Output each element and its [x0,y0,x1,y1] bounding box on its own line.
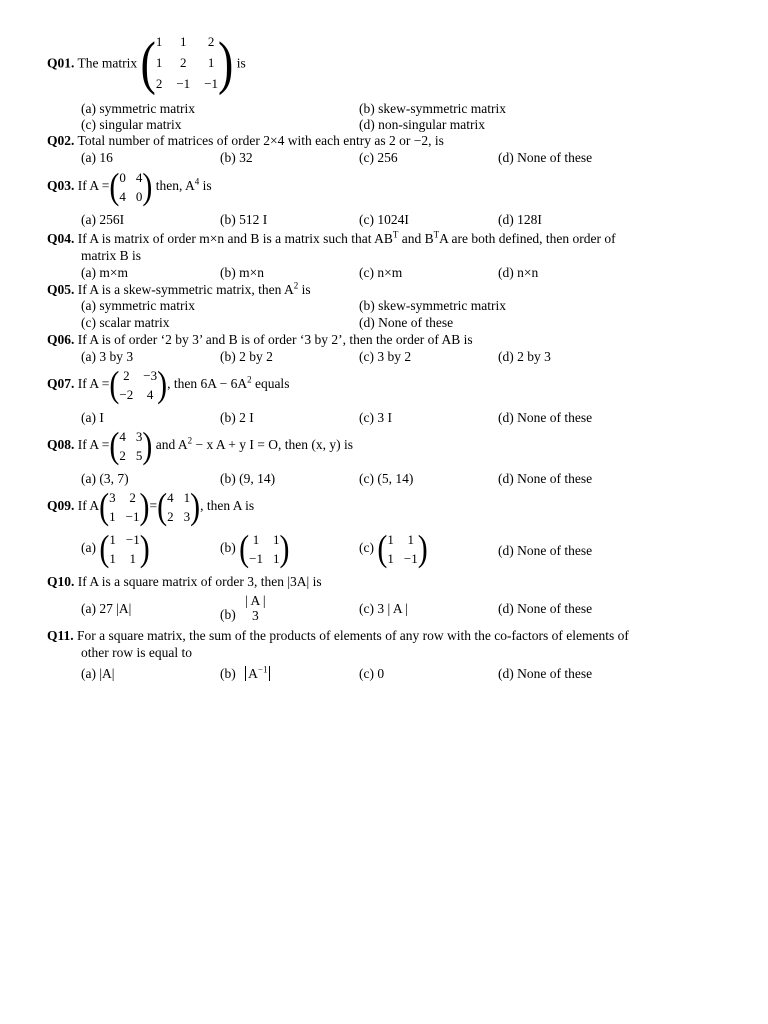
option-b[interactable] [220,593,266,623]
fraction-numerator: | A | [245,593,266,608]
option-b[interactable]: (b) 512 I [220,212,268,227]
matrix-entry: 2 [180,55,187,70]
matrix-q09-left: ( 3 2 1 −1 ) [99,485,150,527]
question-number: Q09. [47,498,75,514]
options-row [81,315,727,331]
matrix-entry: 1 [183,490,191,505]
question-number: Q11. [47,628,74,643]
option-c[interactable] [359,527,428,569]
option-a[interactable] [81,527,150,569]
option-c[interactable]: (c) 256 [359,150,398,165]
matrix-entry: 1 [109,509,116,524]
question-text: other row is equal to [81,645,192,660]
options-row [81,666,727,682]
matrix-entry: 1 [155,55,163,70]
option-a[interactable]: (a) I [81,410,104,425]
matrix-option-a: ( 1 −1 1 1 ) [99,527,150,569]
options-row [81,212,727,228]
matrix-entry: 1 [387,551,394,566]
matrix-entry: 3 [135,429,143,444]
option-label: (b) [220,607,236,623]
question-q03 [47,165,727,207]
question-number: Q05. [47,282,75,297]
question-text: If A is a skew-symmetric matrix, then A [77,282,294,297]
option-c[interactable]: (c) (5, 14) [359,471,414,486]
question-number: Q06. [47,332,75,347]
matrix-entry: 1 [155,34,163,49]
matrix-entry: 1 [252,532,260,547]
question-text: If A is of order ‘2 by 3’ and B is of order ‘3 by 2’, then the order of AB is [77,332,473,347]
option-c[interactable]: (c) 3 I [359,410,392,425]
question-text: and A [152,437,188,453]
question-q11 [47,628,727,644]
fraction [245,593,265,623]
option-d[interactable]: (d) None of these [359,315,454,330]
options-row [81,593,727,627]
option-a[interactable]: (a) symmetric matrix [81,298,195,313]
question-text: The matrix [77,55,138,71]
matrix-entry: 3 [183,509,191,524]
matrix-entry: 0 [119,170,126,185]
superscript-t: T [392,229,399,240]
option-a[interactable]: (a) 256I [81,212,125,227]
matrix-q01: ( 1 1 2 1 2 1 2 −1 −1 ) [140,28,234,96]
option-d[interactable]: (d) 128I [498,212,542,227]
matrix-entry: −1 [403,551,418,566]
question-number: Q08. [47,437,75,453]
question-text: If A is a square matrix of order 3, then |3A| is [77,574,322,589]
option-a[interactable]: (a) 3 by 3 [81,349,134,364]
question-text: For a square matrix, the sum of the products of elements of any row with the co-factors of elements of [77,628,629,643]
option-d[interactable]: (d) non-singular matrix [359,117,485,132]
matrix-entry: 5 [135,448,143,463]
question-text: then, A [155,178,195,194]
option-b[interactable]: (b) skew-symmetric matrix [359,298,506,313]
question-number: Q03. [47,178,75,194]
option-c[interactable]: (c) n×m [359,265,403,280]
question-text: and B [398,231,434,246]
option-b[interactable]: (b) 2 I [220,410,254,425]
matrix-entry: 2 [155,76,163,91]
matrix-entry: 4 [135,170,143,185]
question-text: If A is matrix of order m×n and B is a matrix such that AB [77,231,393,246]
question-text: If A = [77,437,110,453]
option-d[interactable]: (d) None of these [498,150,593,165]
fraction-denominator: 3 [251,608,259,623]
option-a[interactable]: (a) 27 |A| [81,601,132,616]
exponent: −1 [257,664,268,675]
option-c[interactable]: (c) 1024I [359,212,409,227]
question-text: If A [77,498,100,514]
question-q07 [47,363,727,405]
matrix-option-b: ( 1 1 −1 1 ) [239,527,290,569]
option-c[interactable]: (c) 3 by 2 [359,349,412,364]
question-text: , then 6A − 6A [167,376,248,392]
option-c[interactable]: (c) singular matrix [81,117,182,132]
option-label: (a) [81,540,96,556]
options-row [81,471,727,487]
matrix-q08: ( 4 3 2 5 ) [109,424,153,466]
exponent: 2 [247,374,252,385]
question-q08 [47,424,727,466]
matrix-entry: 0 [135,189,143,204]
matrix-entry: −1 [204,76,219,91]
options-row [81,410,727,426]
question-text-end: − x A + y I = O, then (x, y) is [192,437,353,453]
option-a[interactable]: (a) |A| [81,666,115,681]
matrix-entry: 1 [109,551,116,566]
matrix-entry: 4 [119,429,126,444]
question-text: A are both defined, then order of [439,231,616,246]
matrix-entry: −1 [125,532,140,547]
question-q06 [47,332,727,348]
question-text-end: is [199,178,212,194]
question-q04-line2 [81,248,761,264]
question-text: If A = [77,376,110,392]
option-label: (b) [220,666,236,681]
matrix-entry: 2 [207,34,215,49]
option-d[interactable]: (d) 2 by 3 [498,349,551,364]
matrix-option-c: ( 1 1 1 −1 ) [377,527,428,569]
question-q11-line2 [81,645,761,661]
option-c[interactable]: (c) 3 | A | [359,601,408,616]
exponent: 4 [194,176,200,187]
option-b[interactable]: (b) m×n [220,265,264,280]
matrix-q03: ( 0 4 4 0 ) [109,165,153,207]
options-row [81,349,727,365]
question-text-end: equals [251,376,290,392]
exponent: 2 [187,435,193,446]
question-text-end: is [298,282,311,297]
matrix-symbol: A [248,666,258,681]
option-label: (b) [220,540,236,556]
option-c[interactable]: (c) scalar matrix [81,315,170,330]
option-d[interactable]: (d) None of these [498,410,593,425]
matrix-entry: −1 [125,509,140,524]
option-d[interactable]: (d) None of these [498,471,593,486]
matrix-entry: 2 [129,490,136,505]
question-q09 [47,485,727,527]
option-b[interactable]: (b) skew-symmetric matrix [359,101,506,116]
options-row [81,101,727,117]
option-a[interactable]: (a) symmetric matrix [81,101,195,116]
options-row [81,265,727,281]
option-b[interactable] [220,666,270,682]
option-a[interactable]: (a) (3, 7) [81,471,129,486]
matrix-entry: 4 [119,189,126,204]
question-number: Q04. [47,231,75,246]
matrix-entry: 2 [123,368,130,383]
question-text: matrix B is [81,248,141,263]
question-text: Total number of matrices of order 2×4 with each entry as 2 or −2, is [77,133,444,148]
question-number: Q10. [47,574,75,589]
matrix-entry: 2 [119,448,126,463]
question-number: Q01. [47,55,75,71]
options-row [81,150,727,166]
question-number: Q02. [47,133,75,148]
option-d[interactable]: (d) None of these [498,543,593,558]
matrix-q09-right: ( 4 1 2 3 ) [157,485,201,527]
option-d[interactable]: (d) n×n [498,265,539,280]
matrix-q07: ( 2 −3 −2 4 ) [109,363,168,405]
option-a[interactable]: (a) 16 [81,150,113,165]
option-label: (c) [359,540,374,556]
question-q10 [47,574,727,590]
option-b[interactable] [220,527,290,569]
matrix-entry: 1 [180,34,187,49]
equals-sign: = [149,498,158,514]
question-q02 [47,133,727,149]
question-number: Q07. [47,376,75,392]
question-q05 [47,282,727,298]
superscript-t: T [433,229,440,240]
matrix-entry: −1 [249,551,263,566]
question-q01 [47,28,727,96]
option-a[interactable]: (a) m×m [81,265,128,280]
options-row [81,117,727,133]
matrix-entry: −1 [176,76,191,91]
matrix-entry: 1 [407,532,415,547]
option-c[interactable]: (c) 0 [359,666,385,681]
options-row [81,298,727,314]
matrix-entry: 1 [109,532,116,547]
determinant-expression [245,666,270,681]
matrix-entry: 1 [387,532,394,547]
option-d[interactable]: (d) None of these [498,666,593,681]
matrix-entry: 3 [109,490,116,505]
option-b[interactable]: (b) 2 by 2 [220,349,273,364]
question-q04 [47,231,727,247]
matrix-entry: −2 [119,387,134,402]
matrix-entry: 4 [146,387,154,402]
matrix-entry: 4 [167,490,174,505]
option-b[interactable]: (b) 32 [220,150,253,165]
options-row [81,527,727,574]
matrix-entry: 2 [167,509,174,524]
matrix-entry: 1 [272,532,280,547]
matrix-entry: −3 [143,368,158,383]
question-text: If A = [77,178,110,194]
question-text-end: , then A is [200,498,255,514]
option-d[interactable]: (d) None of these [498,601,593,616]
exponent: 2 [293,280,299,291]
question-text-end: is [236,55,246,71]
matrix-entry: 1 [207,55,215,70]
option-b[interactable]: (b) (9, 14) [220,471,276,486]
matrix-entry: 1 [129,551,137,566]
matrix-entry: 1 [272,551,280,566]
